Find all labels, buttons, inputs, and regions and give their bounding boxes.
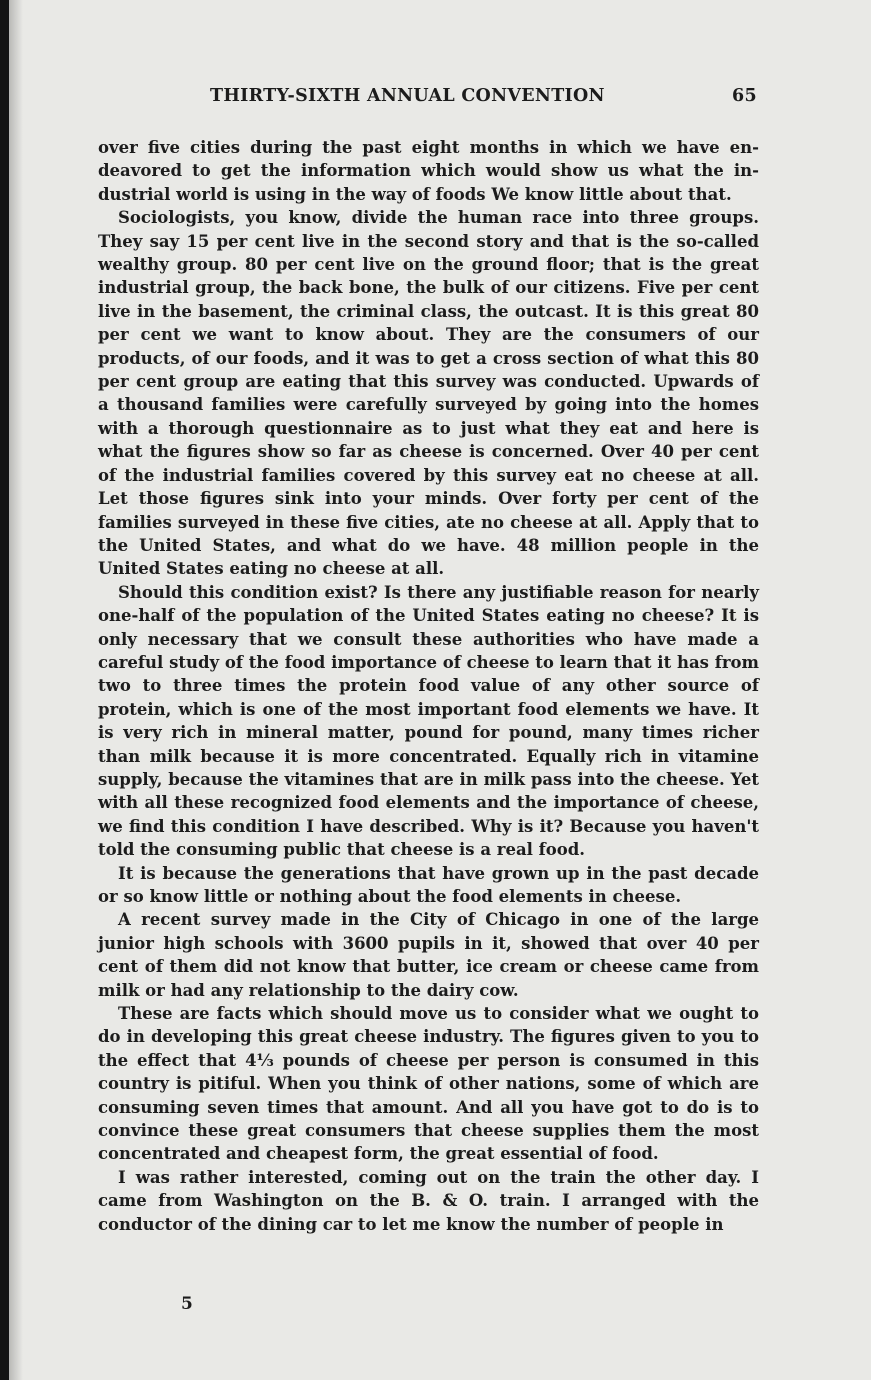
body-text — [98, 136, 759, 1236]
running-head — [98, 84, 759, 112]
running-title: THIRTY-SIXTH ANNUAL CONVENTION — [210, 86, 605, 106]
paragraph: Sociologists, you know, divide the human race into three groups. They say 15 per cent live in the second story and that is the so-called wealthy group. 80 per cent live on the ground floor; that is the great industrial group, the back bone, the bulk of our citizens. Five per cent live in the basement, the criminal class, the outcast. It is this great 80 per cent we want to know about. They are the consumers of our products, of our foods, and it was to get a cross section of what this 80 per cent group are eating that this survey was conducted. Upwards of a thousand families were carefully surveyed by going into the homes with a thorough questionnaire as to just what they eat and here is what the figures show so far as cheese is concerned. Over 40 per cent of the industrial families covered by this survey eat no cheese at all. Let those figures sink into your minds. Over forty per cent of the families surveyed in these five cities, ate no cheese at all. Apply that to the United States, and what do we have. 48 million people in the United States eating no cheese at all. — [98, 208, 759, 579]
paragraph: It is because the generations that have grown up in the past decade or so know little or nothing about the food elements in cheese. — [98, 863, 759, 906]
paragraph: These are facts which should move us to consider what we ought to do in developing this great cheese industry. The figures given to you to the effect that 4⅓ pounds of cheese per person is consumed in this country is pitiful. When you think of other nations, some of which are consuming seven times that amount. And all you have got to do is to convince these great consumers that cheese supplies them the most concentrated and cheapest form, the great essential of food. — [98, 1004, 759, 1164]
paragraph: over five cities during the past eight months in which we have endeavored to get the information which would show us what the industrial world is using in the way of foods We know little about that. — [98, 138, 759, 204]
paragraph: Should this condition exist? Is there any justifiable reason for nearly one-half of the population of the United States eating no cheese? It is only necessary that we consult these authorities who have made a careful study of the food importance of cheese to learn that it has from two to three times the protein food value of any other source of protein, which is one of the most important food elements we have. It is very rich in mineral matter, pound for pound, many times richer than milk because it is more concentrated. Equally rich in vitamine supply, because the vitamines that are in milk pass into the cheese. Yet with all these recognized food elements and the importance of cheese, we find this condition I have described. Why is it? Because you haven't told the consuming public that cheese is a real food. — [98, 582, 759, 860]
page-number: 65 — [732, 86, 757, 106]
signature-mark: 5 — [181, 1294, 193, 1314]
gutter-shadow — [9, 0, 23, 1380]
book-page — [98, 84, 759, 1236]
paragraph: I was rather interested, coming out on the train the other day. I came from Washington on the B. & O. train. I arranged with the conductor of the dining car to let me know the number of people in — [98, 1167, 759, 1234]
paragraph: A recent survey made in the City of Chicago in one of the large junior high schools with 3600 pupils in it, showed that over 40 per cent of them did not know that butter, ice cream or cheese came from milk or had any relationship to the dairy cow. — [98, 910, 759, 1000]
book-spine-edge — [0, 0, 9, 1380]
